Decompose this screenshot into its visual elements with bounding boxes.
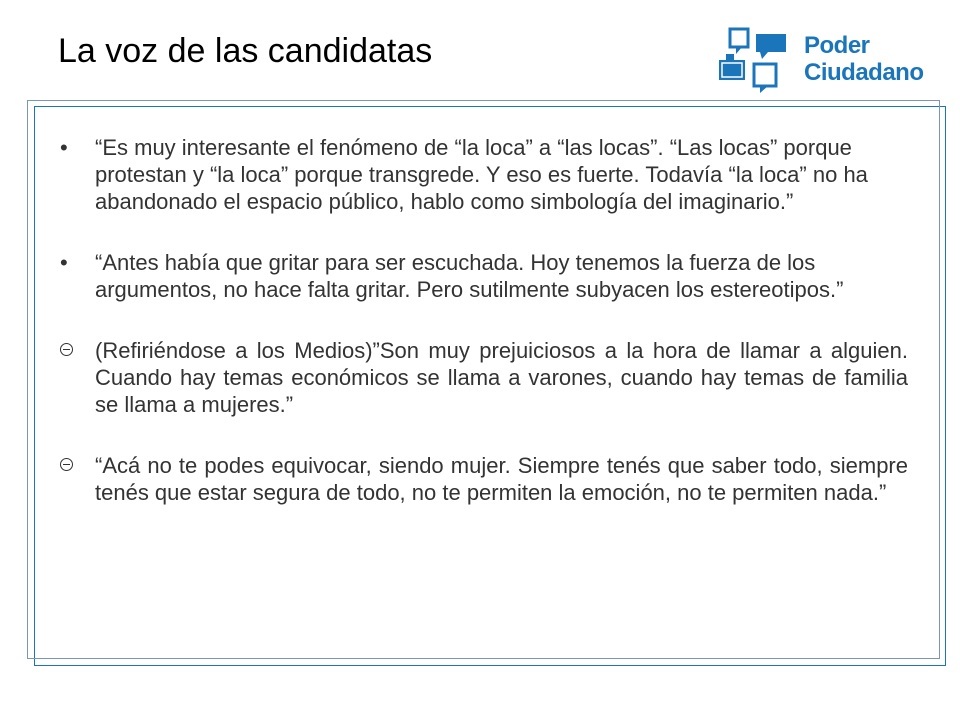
quote-item [60,249,908,303]
bullet-circle-minus-icon [60,458,73,471]
poder-ciudadano-logo [716,26,932,96]
logo-wordmark [804,32,924,86]
bullet-dot-icon: • [60,135,68,160]
slide-title: La voz de las candidatas [58,32,433,70]
quote-item [60,337,908,418]
logo-line-1: Poder [804,32,870,59]
quote-item [60,134,908,215]
quote-text: “Acá no te podes equivocar, siendo mujer. Siempre tenés que saber todo, siempre tenés que estar segura de todo, no te permiten la emoción, no te permiten nada.” [95,453,908,505]
quote-text: “Es muy interesante el fenómeno de “la loca” a “las locas”. “Las locas” porque protestan y “la loca” porque transgrede. Y eso es fuerte. Todavía “la loca” no ha abandonado el espacio público, hablo como simbología del imaginario.” [95,135,868,214]
speech-bubbles-icon [716,26,800,96]
quotes-list [60,134,908,540]
quote-text: “Antes había que gritar para ser escuchada. Hoy tenemos la fuerza de los argumentos, no hace falta gritar. Pero sutilmente subyacen los estereotipos.” [95,250,844,302]
quote-item [60,452,908,506]
logo-line-2: Ciudadano [804,59,924,86]
bullet-circle-minus-icon [60,343,73,356]
bullet-dot-icon: • [60,250,68,275]
quote-text: (Refiriéndose a los Medios)”Son muy prejuiciosos a la hora de llamar a alguien. Cuando hay temas económicos se llama a varones, cuando hay temas de familia se llama a mujeres.” [95,338,908,417]
